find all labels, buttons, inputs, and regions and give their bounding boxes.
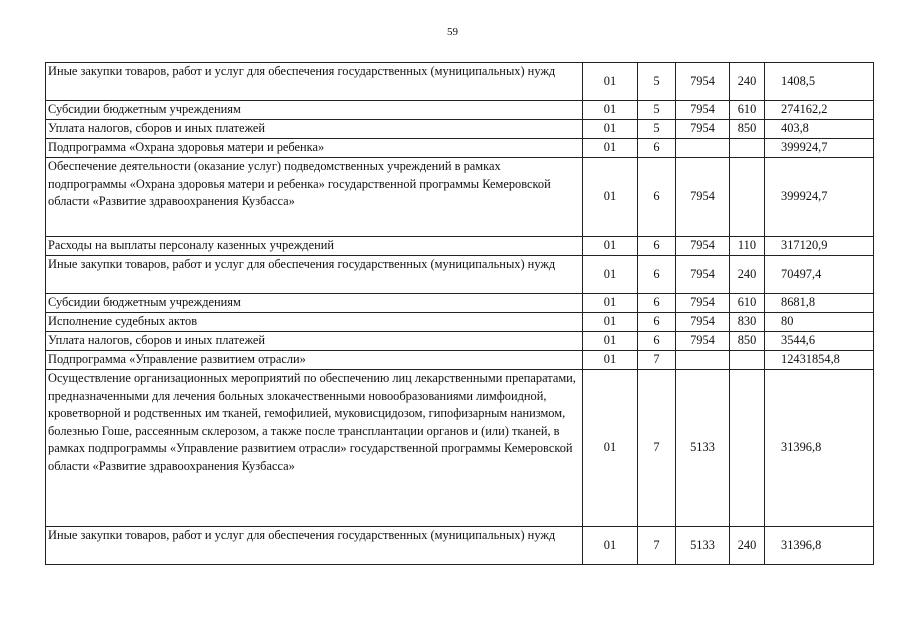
row-section-code: 01 [583, 370, 638, 527]
row-expense-type [730, 139, 765, 158]
row-target-code: 7954 [676, 313, 730, 332]
row-name: Иные закупки товаров, работ и услуг для обеспечения государственных (муниципальных) нужд [46, 63, 583, 101]
row-target-code: 7954 [676, 63, 730, 101]
page-number: 59 [447, 26, 458, 38]
row-name: Уплата налогов, сборов и иных платежей [46, 120, 583, 139]
row-amount: 8681,8 [765, 294, 874, 313]
row-subsection-code: 6 [638, 256, 676, 294]
row-amount: 31396,8 [765, 370, 874, 527]
row-expense-type: 240 [730, 256, 765, 294]
row-subsection-code: 6 [638, 158, 676, 237]
row-name: Иные закупки товаров, работ и услуг для обеспечения государственных (муниципальных) нужд [46, 527, 583, 565]
row-expense-type: 850 [730, 120, 765, 139]
table-row [46, 139, 874, 158]
table-row [46, 237, 874, 256]
row-expense-type [730, 370, 765, 527]
row-expense-type: 850 [730, 332, 765, 351]
row-section-code: 01 [583, 139, 638, 158]
table-row [46, 313, 874, 332]
row-subsection-code: 7 [638, 527, 676, 565]
row-subsection-code: 5 [638, 101, 676, 120]
row-name: Уплата налогов, сборов и иных платежей [46, 332, 583, 351]
row-section-code: 01 [583, 527, 638, 565]
row-target-code: 7954 [676, 120, 730, 139]
row-target-code: 7954 [676, 294, 730, 313]
table-row [46, 370, 874, 527]
table-row [46, 332, 874, 351]
row-section-code: 01 [583, 256, 638, 294]
budget-table [45, 62, 874, 565]
row-amount: 12431854,8 [765, 351, 874, 370]
row-name: Подпрограмма «Управление развитием отрасли» [46, 351, 583, 370]
row-name: Исполнение судебных актов [46, 313, 583, 332]
row-expense-type: 610 [730, 101, 765, 120]
table-row [46, 351, 874, 370]
row-target-code [676, 351, 730, 370]
row-name: Субсидии бюджетным учреждениям [46, 101, 583, 120]
row-target-code: 7954 [676, 332, 730, 351]
row-amount: 317120,9 [765, 237, 874, 256]
row-expense-type: 110 [730, 237, 765, 256]
row-expense-type [730, 351, 765, 370]
row-section-code: 01 [583, 351, 638, 370]
row-name: Расходы на выплаты персоналу казенных учреждений [46, 237, 583, 256]
row-section-code: 01 [583, 120, 638, 139]
row-subsection-code: 6 [638, 139, 676, 158]
row-subsection-code: 6 [638, 332, 676, 351]
table-row [46, 120, 874, 139]
row-target-code: 5133 [676, 370, 730, 527]
row-target-code: 5133 [676, 527, 730, 565]
table-row [46, 101, 874, 120]
row-section-code: 01 [583, 313, 638, 332]
table-row [46, 256, 874, 294]
table-row [46, 527, 874, 565]
row-section-code: 01 [583, 237, 638, 256]
row-amount: 1408,5 [765, 63, 874, 101]
table-row [46, 158, 874, 237]
row-expense-type: 240 [730, 63, 765, 101]
row-target-code: 7954 [676, 237, 730, 256]
row-expense-type: 830 [730, 313, 765, 332]
row-target-code: 7954 [676, 101, 730, 120]
budget-table-body [46, 63, 874, 565]
row-target-code: 7954 [676, 256, 730, 294]
row-subsection-code: 7 [638, 370, 676, 527]
row-section-code: 01 [583, 332, 638, 351]
row-subsection-code: 5 [638, 120, 676, 139]
row-expense-type: 240 [730, 527, 765, 565]
table-row [46, 63, 874, 101]
row-section-code: 01 [583, 63, 638, 101]
row-section-code: 01 [583, 158, 638, 237]
row-amount: 70497,4 [765, 256, 874, 294]
row-amount: 3544,6 [765, 332, 874, 351]
row-subsection-code: 7 [638, 351, 676, 370]
row-target-code [676, 139, 730, 158]
row-amount: 80 [765, 313, 874, 332]
row-subsection-code: 5 [638, 63, 676, 101]
row-amount: 31396,8 [765, 527, 874, 565]
row-expense-type [730, 158, 765, 237]
row-section-code: 01 [583, 294, 638, 313]
row-amount: 399924,7 [765, 139, 874, 158]
row-expense-type: 610 [730, 294, 765, 313]
row-name: Иные закупки товаров, работ и услуг для обеспечения государственных (муниципальных) нужд [46, 256, 583, 294]
row-target-code: 7954 [676, 158, 730, 237]
row-name: Осуществление организационных мероприятий по обеспечению лиц лекарственными препаратами, предназначенными для лечения больных злокачественными новообразованиями лимфоидной, кроветворной и родственных им тканей, гемофилией, муковисцидозом, гипофизарным нанизмом, болезнью Гоше, рассеянным склерозом, а также после трансплантации органов и (или) тканей, в рамках подпрограммы «Управление развитием отрасли» государственной программы Кемеровской области «Развитие здравоохранения Кузбасса» [46, 370, 583, 527]
row-amount: 399924,7 [765, 158, 874, 237]
table-row [46, 294, 874, 313]
row-section-code: 01 [583, 101, 638, 120]
row-subsection-code: 6 [638, 313, 676, 332]
row-amount: 403,8 [765, 120, 874, 139]
row-name: Обеспечение деятельности (оказание услуг) подведомственных учреждений в рамках подпрограммы «Охрана здоровья матери и ребенка» государственной программы Кемеровской области «Развитие здравоохранения Кузбасса» [46, 158, 583, 237]
row-amount: 274162,2 [765, 101, 874, 120]
row-subsection-code: 6 [638, 237, 676, 256]
row-name: Подпрограмма «Охрана здоровья матери и ребенка» [46, 139, 583, 158]
row-name: Субсидии бюджетным учреждениям [46, 294, 583, 313]
row-subsection-code: 6 [638, 294, 676, 313]
